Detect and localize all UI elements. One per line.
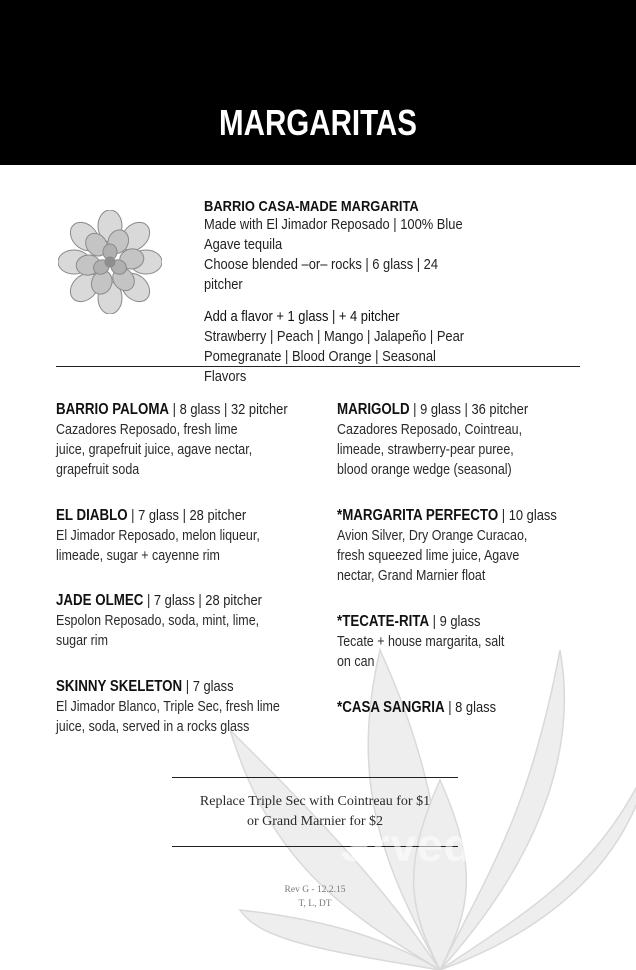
drink-price: | 8 glass | 32 pitcher <box>169 401 288 418</box>
page-title: MARGARITAS <box>219 102 417 143</box>
menu-item <box>56 591 326 651</box>
menu-item <box>56 677 326 737</box>
flavor-list: Strawberry | Peach | Mango | Jalapeño | Pear <box>204 328 465 345</box>
drink-price: | 9 glass | 36 pitcher <box>409 401 529 418</box>
succulent-icon <box>58 210 162 314</box>
drink-description: Avion Silver, Dry Orange Curacao, <box>337 528 528 544</box>
page-header <box>0 0 636 165</box>
revision-line: Rev G - 12.2.15 <box>284 885 346 895</box>
featured-drink <box>204 198 624 387</box>
drink-description: Espolon Reposado, soda, mint, lime, <box>56 613 260 629</box>
drink-name: *CASA SANGRIA <box>337 699 445 716</box>
drink-description: nectar, Grand Marnier float <box>337 568 486 584</box>
drink-description: Cazadores Reposado, fresh lime <box>56 422 238 438</box>
flavor-addon: Add a flavor + 1 glass | + 4 pitcher <box>204 308 400 325</box>
menu-item <box>337 506 607 586</box>
featured-drink-line: Made with El Jimador Reposado | 100% Blue Agave tequila <box>204 216 463 253</box>
drink-name: *MARGARITA PERFECTO <box>337 507 499 524</box>
note-divider-top <box>172 777 458 778</box>
revision-info <box>270 883 360 911</box>
flavor-list: Pomegranate | Blood Orange | Seasonal Flavors <box>204 348 436 385</box>
drink-name: JADE OLMEC <box>56 592 144 609</box>
drink-description: sugar rim <box>56 633 108 649</box>
drink-name: MARIGOLD <box>337 401 410 418</box>
drink-name: SKINNY SKELETON <box>56 678 183 695</box>
drink-price: | 8 glass <box>444 699 497 716</box>
drink-name: BARRIO PALOMA <box>56 401 170 418</box>
drink-price: | 7 glass | 28 pitcher <box>127 507 247 524</box>
drink-description: El Jimador Blanco, Triple Sec, fresh lime <box>56 699 280 715</box>
menu-item <box>56 400 326 480</box>
drink-description: grapefruit soda <box>56 462 140 478</box>
watermark: Srved <box>340 819 473 871</box>
section-divider <box>56 366 580 367</box>
drink-description: limeade, strawberry-pear puree, <box>337 442 514 458</box>
drink-description: blood orange wedge (seasonal) <box>337 462 512 478</box>
menu-item <box>337 400 607 480</box>
drink-description: fresh squeezed lime juice, Agave <box>337 548 520 564</box>
drink-description: El Jimador Reposado, melon liqueur, <box>56 528 260 544</box>
featured-drink-line: Choose blended –or– rocks | 6 glass | 24 pitcher <box>204 256 439 293</box>
drink-name: EL DIABLO <box>56 507 128 524</box>
drink-description: Cazadores Reposado, Cointreau, <box>337 422 523 438</box>
menu-item <box>337 612 607 672</box>
revision-initials: T, L, DT <box>298 899 332 909</box>
drink-price: | 10 glass <box>498 507 557 524</box>
menu-item <box>337 698 607 718</box>
drink-description: on can <box>337 654 375 670</box>
drink-price: | 7 glass | 28 pitcher <box>143 592 262 609</box>
menu-item <box>56 506 326 566</box>
drink-description: Tecate + house margarita, salt <box>337 634 505 650</box>
drink-name: *TECATE-RITA <box>337 613 430 630</box>
drink-description: limeade, sugar + cayenne rim <box>56 548 220 564</box>
drink-price: | 9 glass <box>429 613 481 630</box>
drink-description: juice, soda, served in a rocks glass <box>56 719 250 735</box>
featured-drink-name: BARRIO CASA-MADE MARGARITA <box>204 198 419 215</box>
drink-description: juice, grapefruit juice, agave nectar, <box>56 442 253 458</box>
drink-price: | 7 glass <box>182 678 234 695</box>
note-line: or Grand Marnier for $2 <box>246 814 384 829</box>
note-line: Replace Triple Sec with Cointreau for $1 <box>199 794 431 809</box>
